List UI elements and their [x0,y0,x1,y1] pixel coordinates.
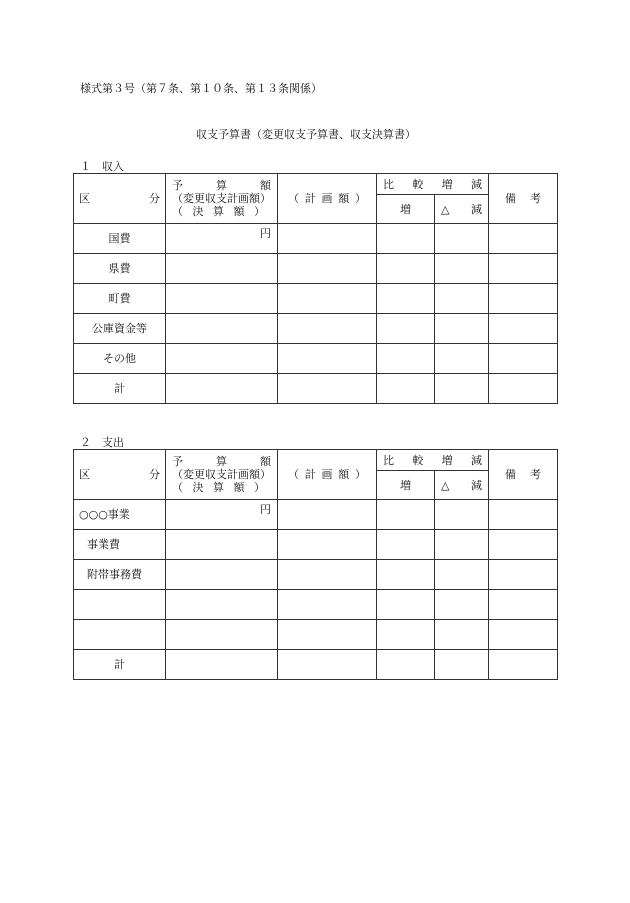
income-cell [435,284,489,314]
expense-row-label: 附帯事務費 [74,560,166,590]
income-cell [278,374,377,404]
expense-total-label: 計 [74,650,166,680]
income-cell [278,314,377,344]
expense-cell [435,500,489,530]
expense-cell [435,650,489,680]
expense-cell [278,650,377,680]
expense-cell [489,530,558,560]
expense-cell [278,620,377,650]
income-cell [377,314,435,344]
expense-row-label [74,620,166,650]
expense-cell [489,620,558,650]
income-cell [489,224,558,254]
income-cell [489,314,558,344]
income-cell [166,374,278,404]
income-cell [377,224,435,254]
header-kubun: 区 分 [74,450,166,500]
expense-cell [435,620,489,650]
document-title: 収支予算書（変更収支予算書、収支決算書） [196,128,416,141]
income-row-label: 公庫資金等 [74,314,166,344]
form-number: 様式第３号（第７条、第１０条、第１３条関係） [80,82,322,95]
expense-cell [377,620,435,650]
income-cell [278,344,377,374]
income-cell [166,284,278,314]
expense-cell [166,590,278,620]
income-cell [278,284,377,314]
expense-cell [377,650,435,680]
income-total-label: 計 [74,374,166,404]
income-cell [166,314,278,344]
header-gen: △ 減 [435,471,489,500]
expense-cell [377,500,435,530]
header-yosan-gaku: 予 算 額 （変更収支計画額） （ 決 算 額 ） [166,174,278,224]
expense-cell [377,560,435,590]
income-cell [166,254,278,284]
income-cell [278,254,377,284]
header-gen: △ 減 [435,195,489,224]
income-cell [435,254,489,284]
income-cell [435,344,489,374]
header-keikaku-gaku: （ 計 画 額 ） [278,174,377,224]
income-cell [278,224,377,254]
header-biko: 備 考 [489,174,558,224]
expense-cell [278,500,377,530]
header-hikaku-zougen: 比 較 増 減 [377,174,489,195]
income-cell [377,344,435,374]
income-cell [489,284,558,314]
yen-unit: 円 [260,503,271,516]
expense-cell [278,560,377,590]
expense-cell [489,560,558,590]
income-table [73,173,558,404]
header-yosan-gaku: 予 算 額 （変更収支計画額） （ 決 算 額 ） [166,450,278,500]
expense-cell [489,590,558,620]
income-cell [435,374,489,404]
income-cell [377,254,435,284]
expense-heading: ２ 支出 [80,436,124,449]
income-cell [435,224,489,254]
income-row-label: 国費 [74,224,166,254]
expense-cell [435,590,489,620]
expense-row-label: 事業費 [74,530,166,560]
expense-cell [166,560,278,590]
income-row-label: 町費 [74,284,166,314]
header-biko: 備 考 [489,450,558,500]
expense-cell [435,560,489,590]
income-cell [489,374,558,404]
expense-cell [377,530,435,560]
expense-cell [377,590,435,620]
expense-row-label [74,590,166,620]
expense-cell [278,530,377,560]
expense-table [73,449,558,680]
expense-cell [166,650,278,680]
income-cell [377,374,435,404]
header-keikaku-gaku: （ 計 画 額 ） [278,450,377,500]
expense-cell [489,650,558,680]
expense-cell [166,530,278,560]
expense-yosan-cell [166,500,278,530]
expense-cell [166,620,278,650]
income-cell [377,284,435,314]
expense-row-label: ○○○事業 [74,500,166,530]
header-hikaku-zougen: 比 較 増 減 [377,450,489,471]
income-cell [166,344,278,374]
income-cell [489,344,558,374]
yen-unit: 円 [260,227,271,240]
header-kubun: 区 分 [74,174,166,224]
income-row-label: その他 [74,344,166,374]
income-row-label: 県費 [74,254,166,284]
expense-cell [278,590,377,620]
income-heading: １ 収入 [80,160,124,173]
income-cell [489,254,558,284]
expense-cell [435,530,489,560]
income-yosan-cell [166,224,278,254]
header-zou: 増 [377,471,435,500]
income-cell [435,314,489,344]
header-zou: 増 [377,195,435,224]
expense-cell [489,500,558,530]
